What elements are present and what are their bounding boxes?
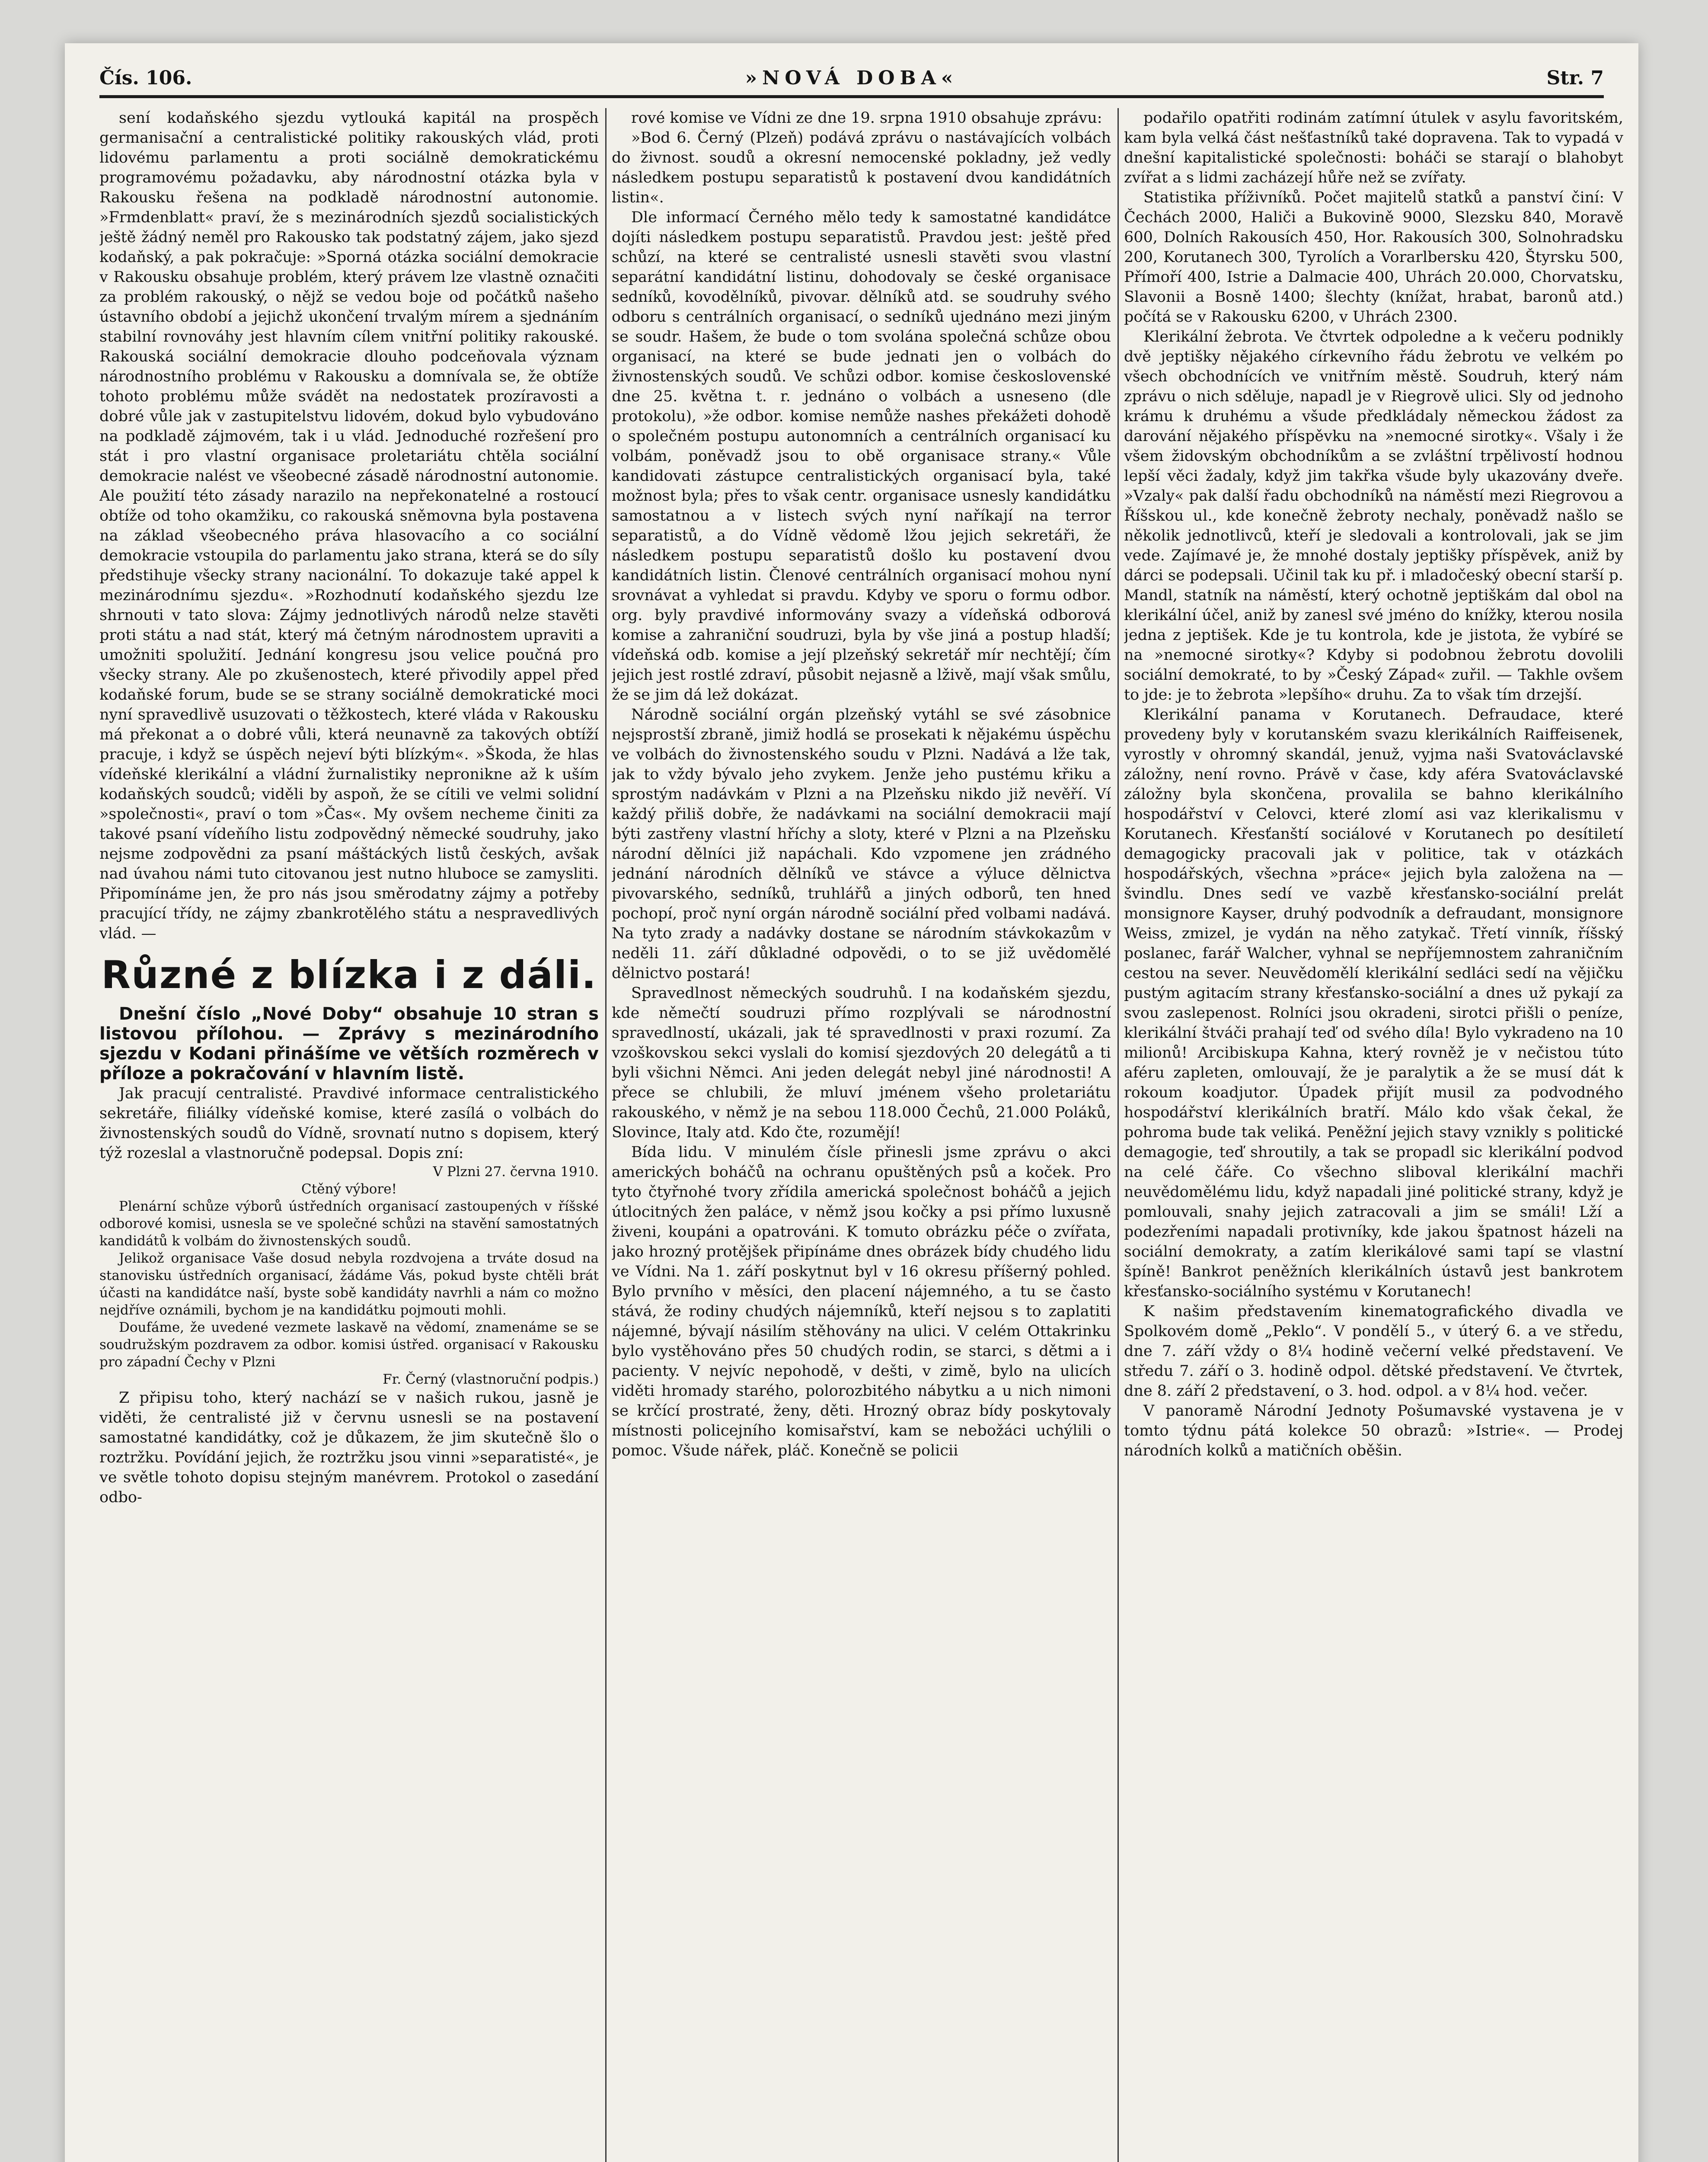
article-paragraph: Statistika příživníků. Počet majitelů statků a panství činí: V Čechách 2000, Haliči a Bukovině 9000, Slezsku 840, Moravě 600, Dolních Rakousích 450, Hor. Rakousích 300, Solnohradsku 200, Korutanech 300, Tyrolích a Vorarlbersku 420, Štyrsku 500, Přímoří 400, Istrie a Dalmacie 400, Uhrách 20.000, Chorvatsku, Slavonii a Bosně 1400; šlechty (knížat, hrabat, baronů atd.) počítá se v Rakousku 6200, v Uhrách 2300. bbox=[1124, 189, 1623, 326]
letter-greeting: Ctěný výbore! bbox=[301, 1181, 397, 1197]
letter-signature: Fr. Černý (vlastnoruční podpis.) bbox=[383, 1372, 599, 1387]
article-paragraph: K našim představením kinematografického divadla ve Spolkovém domě „Peklo“. V pondělí 5., v úterý 6. a ve středu, dne 7. září vždy o 8¼ hodině večerní velké představení. Ve středu 7. září o 3. hodině odpol. dětské představení. Ve čtvrtek, dne 8. září 2 představení, o 3. hod. odpol. a v 8¼ hod. večer. bbox=[1124, 1303, 1623, 1400]
letter-place-date: V Plzni 27. června 1910. bbox=[433, 1164, 599, 1180]
issue-number: Čís. 106. bbox=[99, 67, 192, 89]
column-2 bbox=[612, 108, 1111, 2162]
section-title: Různé z blízka i z dáli. bbox=[101, 953, 597, 997]
article-paragraph: Spravedlnost německých soudruhů. I na kodaňském sjezdu, kde němečtí soudruzi přímo rozplývali se národnostní spravedlností, ukázali, jak té spravedlnosti v praxi rozumí. Za vzoškovskou sekci vyslali do komisí sjezdových 20 delegátů a ti byli všichni Němci. Ani jeden delegát nebyl jiné národnosti! A přece se chlubili, že mluví jménem všeho proletariátu rakouského, v němž je na sebou 118.000 Čechů, 21.000 Poláků, Slovince, Italy atd. Kdo čte, rozumějí! bbox=[612, 985, 1111, 1141]
column-3 bbox=[1124, 108, 1623, 2162]
article-paragraph: podařilo opatřiti rodinám zatímní útulek v asylu favoritském, kam byla velká část nešťastníků také dopravena. Tak to vypadá v dnešní kapitalistické společnosti: boháči se starají o blahobyt zvířat a s lidmi zacházejí hůře než se zvířaty. bbox=[1124, 109, 1623, 186]
letter-paragraph: Plenární schůze výborů ústředních organisací zastoupených v říšské odborové komisi, usnesla se ve společné schůzi na stavění samostatných kandidátů k volbám do živnostenských soudů. bbox=[99, 1199, 599, 1249]
column-divider bbox=[605, 108, 607, 2162]
article-paragraph: V panoramě Národní Jednoty Pošumavské vystavena je v tomto týdnu pátá kolekce 50 obrazů: »Istrie«. — Prodej národních kolků a matičních oběšin. bbox=[1124, 1402, 1623, 1459]
article-paragraph: Dnešní číslo „Nové Doby“ obsahuje 10 stran s listovou přílohou. — Zprávy s mezinárodního sjezdu v Kodani přinášíme ve větších rozměrech v příloze a pokračování v hlavním listě. bbox=[99, 1004, 599, 1084]
article-paragraph: Klerikální žebrota. Ve čtvrtek odpoledne a k večeru podnikly dvě jeptišky nějakého církevního řádu žebrotu ve velkém po všech obchodnících ve vnitřním městě. Soudruh, který nám zprávu o nich sděluje, napadl je v Riegrově ulici. Sly od jednoho krámu k druhému a všude předkládaly německou žádost za darování nějakého příspěvku na »nemocné sirotky«. Všaly i že všem židovským obchodníkům a se zvláštní trpělivostí hodnou lepší věci žadaly, když jim takřka všude byly ukazovány dveře. »Vzaly« pak další řadu obchodníků na náměstí mezi Riegrovou a Říšskou ul., kde konečně žebroty nechaly, poněvadž našlo se několik jednotlivců, kteří je sledovali a kontrolovali, jak se jim vede. Zajímavé je, že mnohé dostaly jeptišky příspěvek, aniž by dárci se podepsali. Učinil tak ku př. i mladočeský obecní starší p. Mandl, statník na náměstí, který ochotně jeptiškám dal obol na klerikální účel, aniž by zanesl své jméno do knížky, kterou nosila jedna z jeptišek. Kde je tu kontrola, kde je jistota, že vybíré se na »nemocné sirotky«? Kdyby si podobnou žebrotu dovolili sociální demokraté, to by »Český Západ« zuřil. — Takhle ovšem to jde: je to žebrota »lepšího« druhu. Za to však tím drzejší. bbox=[1124, 328, 1623, 704]
article-paragraph: sení kodaňského sjezdu vytlouká kapitál na prospěch germanisační a centralistické politiky rakouských vlád, proti lidovému parlamentu a proti sociálně demokratickému programovému požadavku, aby národnostní otázka byla v Rakousku řešena na podkladě národnostní autonomie. »Frmdenblatt« praví, že s mezinárodních sjezdů socialistických ještě žádný neměl pro Rakousko tak podstatný zájem, jako sjezd kodaňský, a pak pokračuje: »Sporná otázka sociální demokracie v Rakousku obsahuje problém, který právem lze vlastně označiti za problém rakouský, o nějž se vedou boje od počátků našeho ústavního období a jejichž ukončení trvalým mírem a sjednáním stabilní rovnováhy jest hlavním cílem vnitřní politiky rakouské. Rakouská sociální demokracie dlouho podceňovala význam národnostního problému v Rakousku a domnívala se, že obtíže tohoto problému může svádět na nedostatek prozíravosti a dobré vůle jak v zastupitelstvu lidovém, dokud bylo vybudováno na podkladě zájmovém, tak i u vlád. Jednoduché rozřešení pro stát i pro vlastní organisace proletariátu chtěla sociální demokracie nalést ve všeobecné zásadě národnostní autonomie. Ale použití této zásady narazilo na nepřekonatelné a rostoucí obtíže od toho okamžiku, co rakouská sněmovna byla postavena na základ všeobecného práva hlasovacího a co sociální demokracie vstoupila do parlamentu jako strana, která se do síly předstihuje všecky strany nacionální. To dokazuje také appel k mezinárodnímu sjezdu«. »Rozhodnutí kodaňského sjezdu lze shrnouti v tato slova: Zájmy jednotlivých národů nelze stavěti proti státu a nad stát, který má četným národnostem upraviti a umožniti spolužití. Jednání kongresu jsou velice poučná pro všecky strany. Ale po zkušenostech, které přivodily appel před kodaňské forum, bude se se strany sociálně demokratické moci nyní spravedlivě usuzovati o těžkostech, které vláda v Rakousku má překonat a o dobré vůli, která neunavně za takových obtíží pracuje, i když se úspěch nejeví býti blízkým«. »Škoda, že hlas vídeňské klerikální a vládní žurnalistiky nepronikne až k uším kodaňských soudců; viděli by aspoň, že se cítili ve velmi solidní »společnosti«, praví o tom »Čas«. My ovšem necheme činiti za takové psaní vídeňího listu zodpovědný německé soudruhy, jako nejsme zodpovědni za psaní máštáckých listů českých, avšak nad úvahou námi tuto citovanou jest nutno hluboce se zamysliti. Připomínáme jen, že pro nás jsou směrodatny zájmy a potřeby pracující třídy, ne zájmy zbankrotělého státu a nespravedlivých vlád. — bbox=[99, 109, 599, 942]
newspaper-title: »NOVÁ DOBA« bbox=[745, 67, 958, 89]
letter-paragraph: Jelikož organisace Vaše dosud nebyla rozdvojena a trváte dosud na stanovisku ústředních organisací, žádáme Vás, pokud byste chtěli brát účasti na kandidátce naší, byste sobě kandidáty navrhli a nám co možno nejdříve oznámili, bychom je na kandidátku pojmouti mohli. bbox=[99, 1251, 599, 1318]
article-paragraph: Dle informací Černého mělo tedy k samostatné kandidátce dojíti následkem postupu separatistů. Pravdou jest: ještě před schůzí, na které se centralisté usnesli stavěti svou vlastní separátní kandidátní listinu, dohodovaly se české organisace sedníků, kovodělníků, pivovar. dělníků atd. se soudruhy svého odboru s centrálních organisací, o sedníků ujednáno mezi jiným se soudr. Hašem, že bude o tom svolána společná schůze obou organisací, na které se bude jednati jen o volbách do živnostenských soudů. Ve schůzi odbor. komise československé dne 25. května t. r. jednáno o volbách a usneseno (dle protokolu), »že odbor. komise nemůže nashes překážeti dohodě o společném postupu autonomních a centrálních organisací ku volbám, poněvadž jsou to obě organisace strany.« Vůle kandidovati zástupce centralistických organisací byla, také možnost byla; přes to však centr. organisace usnesly kandidátku samostatnou a v listech svých nyní naříkají na terror separatistů, a do Vídně vědomě lžou jejich sekretáři, že následkem postupu separatistů došlo ku postavení dvou kandidátních listin. Členové centrálních organisací mohou nyní srovnávat a vyhledat si pravdu. Kdyby ve sporu o formu odbor. org. byly pravdivé informovány svazy a vídeňská odborová komise a zahraniční soudruzi, byla by vše jiná a postup hladší; vídeňská odb. komise a její plzeňský sekretář mír nechtějí; čím jejich jest rostlé zdraví, působit nejasně a lživě, mají však smůlu, že se jim dá lež dokázat. bbox=[612, 209, 1111, 704]
column-1 bbox=[99, 108, 599, 2162]
article-paragraph: Z připisu toho, který nachází se v našich rukou, jasně je viděti, že centralisté již v červnu usnesli se na postavení samostatné kandidátky, což je důkazem, že jim skutečně šlo o roztržku. Povídání jejich, že roztržku jsou vinni »separatisté«, je ve světle tohoto dopisu stejným manévrem. Protokol o zasedání odbo- bbox=[99, 1389, 599, 1506]
newspaper-page bbox=[65, 43, 1638, 2162]
article-paragraph: Národně sociální orgán plzeňský vytáhl se své zásobnice nejsprostší zbraně, jimiž hodlá se prosekati k nějakému úspěchu ve volbách do živnostenského soudu v Plzni. Nadává a lže tak, jak to vždy bývalo jeho zvykem. Jenže jeho pustému křiku a sprostým nadávkám v Plzni a na Plzeňsku nikdo již nevěří. Ví každý přiliš dobře, že nadávkami na sociální demokracii mají býti zastřeny vlastní hříchy a sloty, které v Plzni a na Plzeňsku národní dělníci již napáchali. Kdo vzpomene jen zrádného jednání národních dělníků ve stávce a výluce dělnictva pivovarského, sedníků, truhlářů a jiných odborů, ten hned pochopí, proč nyní orgán národně sociální před volbami nadává. Na tyto zrady a nadávky dostane se národním stávkokazům v neděli 11. září důkladné odpovědi, o to se již uvědomělé dělnictvo postará! bbox=[612, 706, 1111, 982]
page-number: Str. 7 bbox=[1546, 67, 1604, 89]
article-paragraph: rové komise ve Vídni ze dne 19. srpna 1910 obsahuje zprávu: bbox=[631, 109, 1102, 127]
article-paragraph: Klerikální panama v Korutanech. Defraudace, které provedeny byly v korutanském svazu klerikálních Raiffeisenek, vyrostly v ohromný skandál, jenuž, vyjma naši Svatováclavské záložny, není rovno. Právě v čase, kdy aféra Svatováclavské záložny byla skončena, provalila se bahno klerikálního hospodářství v Celovci, které zlomí asi vaz klerikalismu v Korutanech. Křesťanští sociálové v Korutanech po desítiletí demagogicky pracovali jak v politice, tak v otázkách hospodářských, všechna »práce« jejich byla založena na — švindlu. Dnes sedí ve vazbě křesťansko-sociální prelát monsignore Kayser, druhý podvodník a defraudant, monsignore Weiss, zmizel, je vydán na něho zatykač. Třetí vinník, říšský poslanec, farář Walcher, vyhnal se nepříjemnostem zahraničním cestou na sever. Neuvědomělí klerikální sedláci sedí na vějičku pustým agitacím strany křesťansko-sociální a dnes už pykají za svou zaslepenost. Rolníci jsou okradeni, sirotci přišli o peníze, klerikální štváči prahají teď od svého díla! Bylo vykradeno na 10 milionů! Arcibiskupa Kahna, který rovněž je v nečistou túto aféru zapleten, omlouvají, že je paralytik a že se musí dát k rokoum koadjutor. Úpadek přijít musil za podvodného hospodářství klerikálních bratří. Málo kdo však čekal, že pohroma bude tak veliká. Peněžní jejich stavy vznikly s politické demagogie, teď shroutily, a tak se propadl sic klerikální podvod na celé čáře. Co všechno sliboval klerikální machři neuvědomělému lidu, když napadali jiné politické strany, když je pomlouvali, snahy jejich zatracovali a jim se smáli! Lží a podezřeními napadali protivníky, kde jakou špatnost házeli na sociální demokraty, a zatím klerikálové sami tapí se vlastní špíně! Bankrot peněžních klerikálních ústavů jest bankrotem křesťansko-sociálního systému v Korutanech! bbox=[1124, 706, 1623, 1300]
masthead bbox=[99, 56, 1604, 98]
column-divider bbox=[1117, 108, 1119, 2162]
letter-paragraph: Doufáme, že uvedené vezmete laskavě na vědomí, znamenáme se se soudružským pozdravem za odbor. komisi ústřed. organisací v Rakousku pro západní Čechy v Plzni bbox=[99, 1320, 599, 1370]
article-paragraph: Bída lidu. V minulém čísle přinesli jsme zprávu o akci amerických boháčů na ochranu opuštěných psů a koček. Pro tyto čtyřnohé tvory zřídila americká společnost boháčů a jejich útlocitných žen paláce, v němž jsou kočky a psi přímo luxusně živeni, koupáni a opatrováni. K tomuto obrázku péče o zvířata, jako hrozný protějšek připínáme dnes obrázek bídy chudého lidu ve Vídni. Na 1. září poskytnut byl v 16 okresu příšerný pohled. Bylo prvního v měsíci, den placení nájemného, a tu se často stává, že rodiny chudých nájemníků, kteří nejsou s to zaplatiti nájemné, bývají násilím stěhovány na ulici. V celém Ottakrinku bylo vystěhováno přes 50 chudých rodin, se starci, s dětmi a i pacienty. V nejvíc nepohodě, v dešti, v zimě, bylo na ulicích viděti hromady starého, polorozbitého nábytku a u nich nimoni se krčící prostraté, ženy, děti. Hrozný obraz bídy poskytovaly místnosti policejního komisařství, kam se nebožáci uchýlili o pomoc. Všude nářek, pláč. Konečně se policii bbox=[612, 1144, 1111, 1459]
article-paragraph: »Bod 6. Černý (Plzeň) podává zprávu o nastávajících volbách do živnost. soudů a okresní nemocenské pokladny, jež vedly následkem postupu separatistů k postavení dvou kandidátních listin«. bbox=[612, 129, 1111, 206]
article-paragraph: Jak pracují centralisté. Pravdivé informace centralistického sekretáře, filiálky vídeňské komise, které zasílá o volbách do živnostenských soudů do Vídně, srovnatí nutno s dopisem, který týž rozeslal a vlastnoručně podepsal. Dopis zní: bbox=[99, 1085, 599, 1162]
quoted-letter bbox=[99, 1163, 599, 1388]
